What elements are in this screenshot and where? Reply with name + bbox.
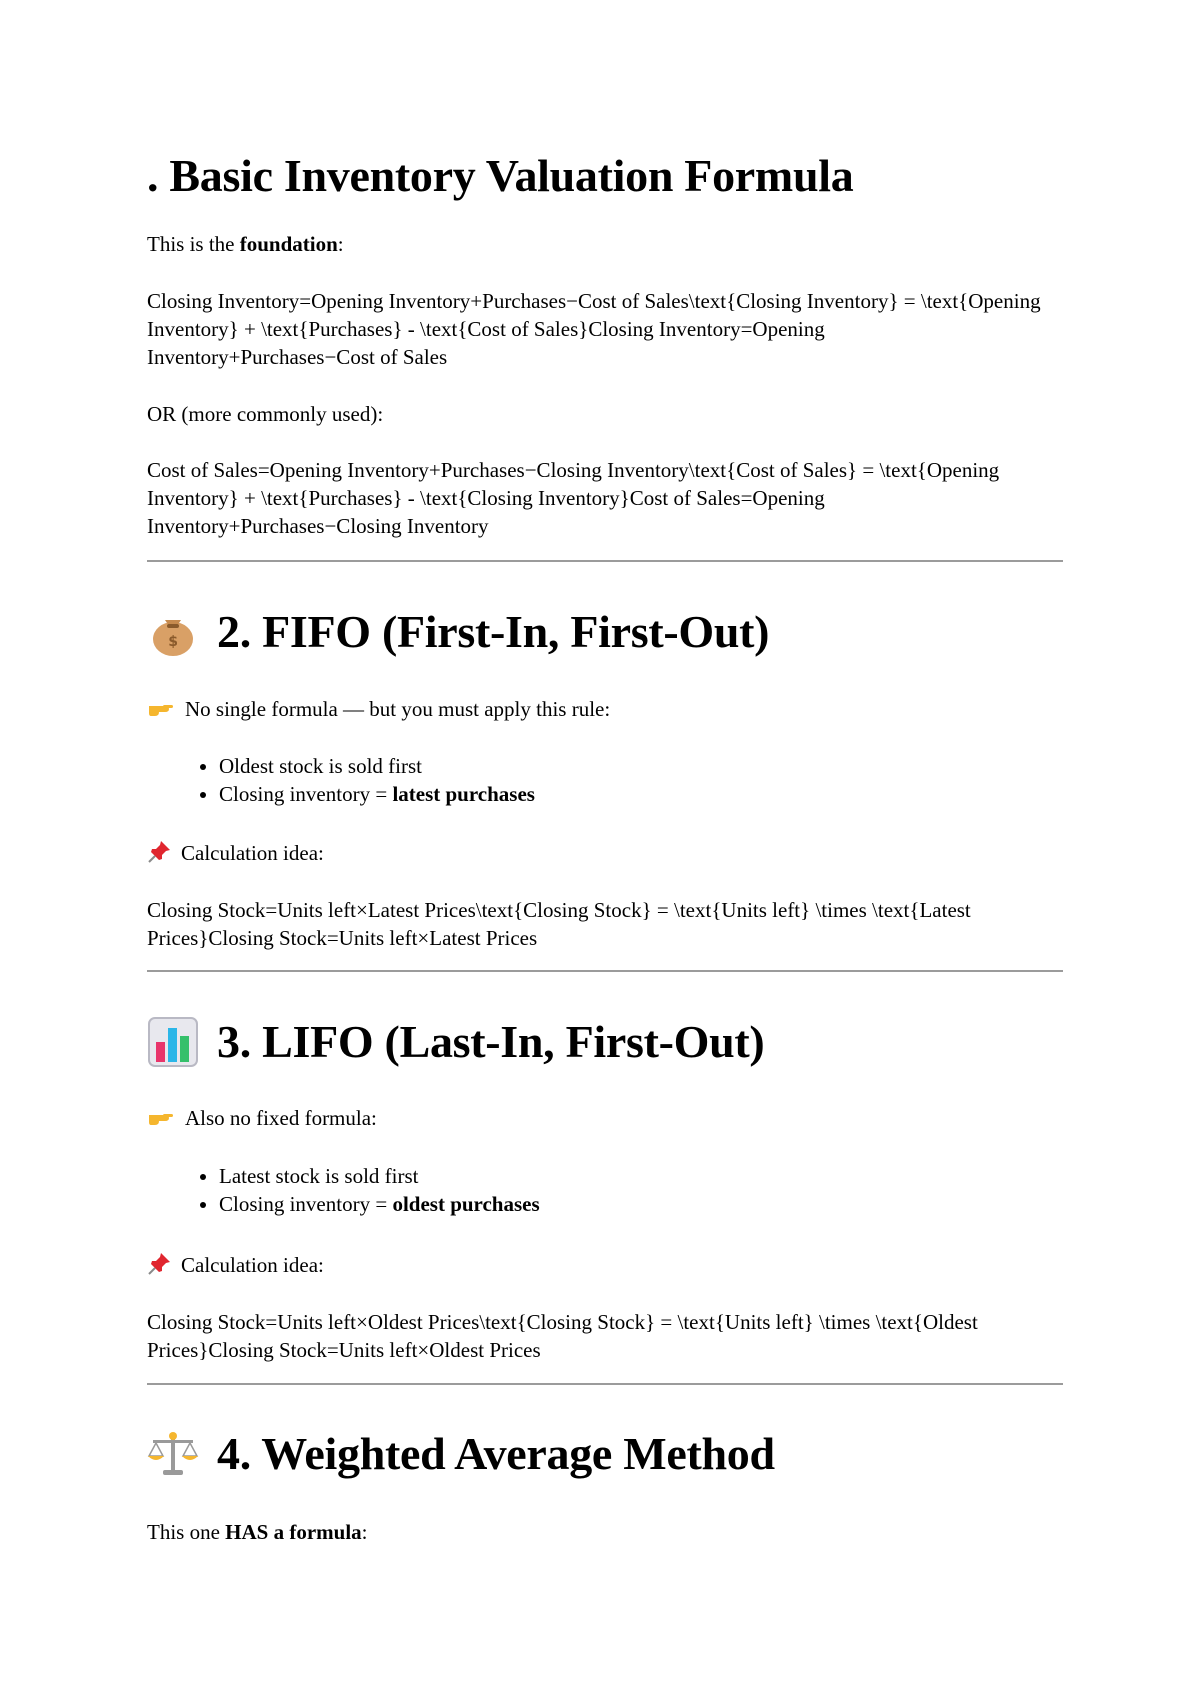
bullet-prefix: Closing inventory = xyxy=(219,1192,393,1216)
pushpin-icon xyxy=(147,838,173,864)
section-weighted-average xyxy=(147,1426,1063,1482)
formula-lifo-closing-stock: Closing Stock=Units left×Oldest Prices\text{Closing Stock} = \text{Units left} \times \text{Oldest Prices}Closing Stock=Units left×Oldest Prices xyxy=(147,1310,978,1362)
heading-text: 2. FIFO (First-In, First-Out) xyxy=(217,606,770,657)
formula-closing-inventory: Closing Inventory=Opening Inventory+Purchases−Cost of Sales\text{Closing Inventory} = \text{Opening Inventory} + \text{Purchases} - \text{Cost of Sales}Closing Inventory=Opening Inventory+Purchases−Cost of Sales xyxy=(147,289,1041,369)
section-fifo xyxy=(147,604,1063,660)
intro-suffix: : xyxy=(361,1520,368,1544)
money-bag-icon xyxy=(147,606,199,658)
divider xyxy=(147,1383,1063,1385)
bullet-bold: oldest purchases xyxy=(392,1192,540,1216)
section-lifo xyxy=(147,1014,1063,1070)
intro-text xyxy=(147,230,344,258)
note-text: Also no fixed formula: xyxy=(185,1106,377,1130)
calc-label-text: Calculation idea: xyxy=(181,1253,324,1277)
heading-text: . Basic Inventory Valuation Formula xyxy=(147,150,854,201)
pointing-hand-icon xyxy=(147,1105,175,1129)
heading-text: 4. Weighted Average Method xyxy=(217,1428,775,1479)
divider xyxy=(147,970,1063,972)
lifo-calc-label xyxy=(147,1250,324,1279)
section-heading xyxy=(147,1014,1063,1070)
list-item xyxy=(219,780,1119,808)
lifo-rules-list xyxy=(147,1162,1119,1218)
balance-scale-icon xyxy=(147,1428,199,1480)
intro-prefix: This one xyxy=(147,1520,226,1544)
calc-label-text: Calculation idea: xyxy=(181,841,324,865)
svg-text:$: $ xyxy=(168,634,178,650)
bullet-prefix: Closing inventory = xyxy=(219,782,393,806)
intro-bold: foundation xyxy=(239,232,338,256)
fifo-rules-list xyxy=(147,752,1119,808)
section-basic-formula xyxy=(147,148,1063,204)
section-heading xyxy=(147,604,1063,660)
section-heading xyxy=(147,1426,1063,1482)
bar-chart-icon xyxy=(147,1016,199,1068)
formula-cost-of-sales: Cost of Sales=Opening Inventory+Purchases−Closing Inventory\text{Cost of Sales} = \text{Opening Inventory} + \text{Purchases} - \text{Closing Inventory}Cost of Sales=Opening Inventory+Purchases−Closing Inventory xyxy=(147,458,1000,538)
lifo-note xyxy=(147,1104,377,1132)
intro-prefix: This is the xyxy=(147,232,240,256)
list-item xyxy=(219,1190,1119,1218)
pointing-hand-icon xyxy=(147,696,175,720)
intro-text xyxy=(147,1518,368,1546)
or-text: OR (more commonly used): xyxy=(147,402,384,426)
heading-text: 3. LIFO (Last-In, First-Out) xyxy=(217,1016,765,1067)
intro-suffix: : xyxy=(337,232,344,256)
section-heading xyxy=(147,148,1063,204)
divider xyxy=(147,560,1063,562)
note-text: No single formula — but you must apply this rule: xyxy=(185,697,611,721)
pushpin-icon xyxy=(147,1250,173,1276)
list-item: • Latest stock is sold first xyxy=(219,1162,1119,1190)
intro-bold: HAS a formula xyxy=(225,1520,362,1544)
fifo-calc-label xyxy=(147,838,324,867)
formula-fifo-closing-stock: Closing Stock=Units left×Latest Prices\text{Closing Stock} = \text{Units left} \times \text{Latest Prices}Closing Stock=Units left×Latest Prices xyxy=(147,898,971,950)
fifo-note xyxy=(147,695,610,723)
list-item: • Oldest stock is sold first xyxy=(219,752,1119,780)
bullet-bold: latest purchases xyxy=(392,782,535,806)
